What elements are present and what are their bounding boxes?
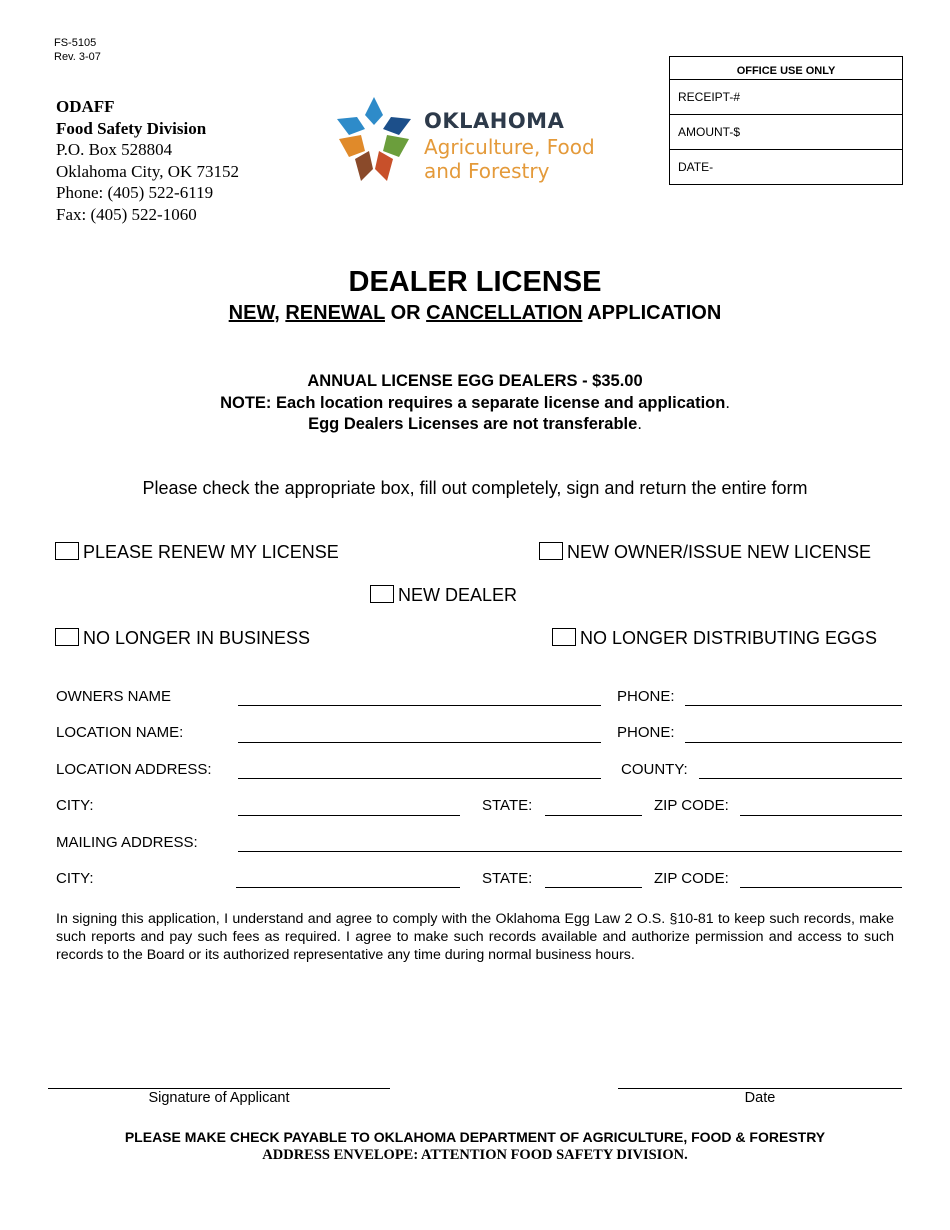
- agency-po-box: P.O. Box 528804: [56, 140, 173, 159]
- new-dealer-option[interactable]: [370, 584, 517, 606]
- location-note: NOTE: Each location requires a separate license and application: [220, 393, 726, 412]
- mailing-zip-label: ZIP CODE:: [654, 870, 729, 887]
- form-revision: Rev. 3-07: [54, 51, 101, 63]
- logo-petal-upper-left: [337, 117, 365, 135]
- page-subtitle: [0, 302, 950, 325]
- owners-name-input[interactable]: [238, 705, 601, 706]
- location-phone-input[interactable]: [685, 742, 902, 743]
- logo-text-oklahoma: OKLAHOMA: [424, 109, 565, 133]
- renew-license-option[interactable]: [55, 541, 339, 563]
- mailing-address-input[interactable]: [238, 851, 902, 852]
- signature-input[interactable]: [48, 1088, 390, 1089]
- logo-text-agriculture: Agriculture, Food: [424, 135, 595, 159]
- new-owner-label: NEW OWNER/ISSUE NEW LICENSE: [567, 542, 872, 562]
- logo-text-forestry: and Forestry: [424, 159, 550, 183]
- office-amount-field: AMOUNT-$: [670, 115, 902, 150]
- mailing-state-label: STATE:: [482, 870, 533, 887]
- city-input[interactable]: [238, 815, 460, 816]
- logo-petal-lower-left: [339, 135, 365, 157]
- signature-label: Signature of Applicant: [148, 1090, 290, 1106]
- owner-phone-label: PHONE:: [617, 688, 675, 705]
- new-dealer-checkbox[interactable]: [370, 585, 394, 603]
- transfer-note-line: [0, 414, 950, 436]
- renew-label: PLEASE RENEW MY LICENSE: [83, 542, 339, 562]
- payable-note: PLEASE MAKE CHECK PAYABLE TO OKLAHOMA DEPARTMENT OF AGRICULTURE, FOOD & FORESTRY: [124, 1129, 826, 1145]
- date-input[interactable]: [618, 1088, 902, 1089]
- location-note-period: .: [725, 393, 730, 412]
- logo-petal-bottom-right: [375, 151, 393, 181]
- form-number-block: [54, 36, 101, 64]
- location-name-label: LOCATION NAME:: [56, 724, 184, 741]
- office-receipt-field: RECEIPT-#: [670, 80, 902, 115]
- zip-label: ZIP CODE:: [654, 797, 729, 814]
- renew-checkbox[interactable]: [55, 542, 79, 560]
- no-distributing-checkbox[interactable]: [552, 628, 576, 646]
- mailing-city-label: CITY:: [56, 870, 94, 887]
- instruction-text: Please check the appropriate box, fill out completely, sign and return the entire form: [142, 478, 808, 498]
- location-phone-label: PHONE:: [617, 724, 675, 741]
- date-label: Date: [744, 1090, 776, 1106]
- zip-input[interactable]: [740, 815, 902, 816]
- office-use-box: [669, 56, 903, 185]
- office-use-header: OFFICE USE ONLY: [670, 57, 902, 80]
- odaff-logo: [335, 95, 615, 187]
- agreement-text: In signing this application, I understand and agree to comply with the Oklahoma Egg Law 2 O.S. §10-81 to keep such records, make such reports and pay such fees as required. I agree to make such records available and authorize permission and access to such records to the Board or its authorized representative any time during normal business hours.: [56, 911, 894, 963]
- subtitle-renewal: RENEWAL: [285, 302, 385, 324]
- subtitle-cancellation: CANCELLATION: [426, 302, 583, 324]
- state-input[interactable]: [545, 815, 642, 816]
- form-number: FS-5105: [54, 37, 97, 49]
- mailing-zip-input[interactable]: [740, 887, 902, 888]
- subtitle-comma: ,: [274, 302, 280, 324]
- county-input[interactable]: [699, 778, 902, 779]
- new-owner-checkbox[interactable]: [539, 542, 563, 560]
- transfer-note-period: .: [637, 415, 642, 433]
- no-business-checkbox[interactable]: [55, 628, 79, 646]
- location-address-input[interactable]: [238, 778, 601, 779]
- no-distributing-option[interactable]: [552, 627, 877, 649]
- no-business-label: NO LONGER IN BUSINESS: [83, 628, 311, 648]
- office-date-field: DATE-: [678, 160, 714, 174]
- state-label: STATE:: [482, 797, 533, 814]
- owner-phone-input[interactable]: [685, 705, 902, 706]
- agency-city: Oklahoma City, OK 73152: [56, 161, 240, 181]
- agency-address: [56, 96, 239, 225]
- no-business-option[interactable]: [55, 627, 310, 649]
- license-notes: [0, 371, 950, 436]
- subtitle-application: APPLICATION: [587, 302, 722, 324]
- logo-petal-upper-right: [383, 117, 411, 135]
- envelope-note: ADDRESS ENVELOPE: ATTENTION FOOD SAFETY DIVISION.: [262, 1147, 688, 1163]
- mailing-city-input[interactable]: [236, 887, 460, 888]
- logo-petal-bottom-left: [355, 151, 373, 181]
- new-owner-option[interactable]: [539, 541, 871, 563]
- no-distributing-label: NO LONGER DISTRIBUTING EGGS: [580, 628, 878, 648]
- subtitle-or: OR: [390, 302, 421, 324]
- star-logo-icon: [335, 95, 413, 183]
- county-label: COUNTY:: [621, 761, 688, 778]
- agency-fax: Fax: (405) 522-1060: [56, 204, 197, 224]
- mailing-address-label: MAILING ADDRESS:: [56, 834, 198, 851]
- agency-name: ODAFF: [56, 97, 115, 116]
- agency-division: Food Safety Division: [56, 118, 207, 138]
- fee-note: ANNUAL LICENSE EGG DEALERS - $35.00: [307, 372, 643, 390]
- location-address-label: LOCATION ADDRESS:: [56, 761, 212, 778]
- transfer-note: Egg Dealers Licenses are not transferable: [308, 415, 638, 433]
- logo-petal-lower-right: [383, 135, 409, 157]
- city-label: CITY:: [56, 797, 94, 814]
- logo-petal-top: [365, 97, 383, 125]
- agency-phone: Phone: (405) 522-6119: [56, 183, 214, 202]
- page-title: DEALER LICENSE: [348, 266, 602, 298]
- new-dealer-label: NEW DEALER: [398, 585, 518, 605]
- subtitle-new: NEW: [228, 302, 275, 324]
- location-note-line: [0, 393, 950, 415]
- location-name-input[interactable]: [238, 742, 601, 743]
- mailing-state-input[interactable]: [545, 887, 642, 888]
- logo-center: [365, 129, 383, 149]
- owners-name-label: OWNERS NAME: [56, 688, 172, 705]
